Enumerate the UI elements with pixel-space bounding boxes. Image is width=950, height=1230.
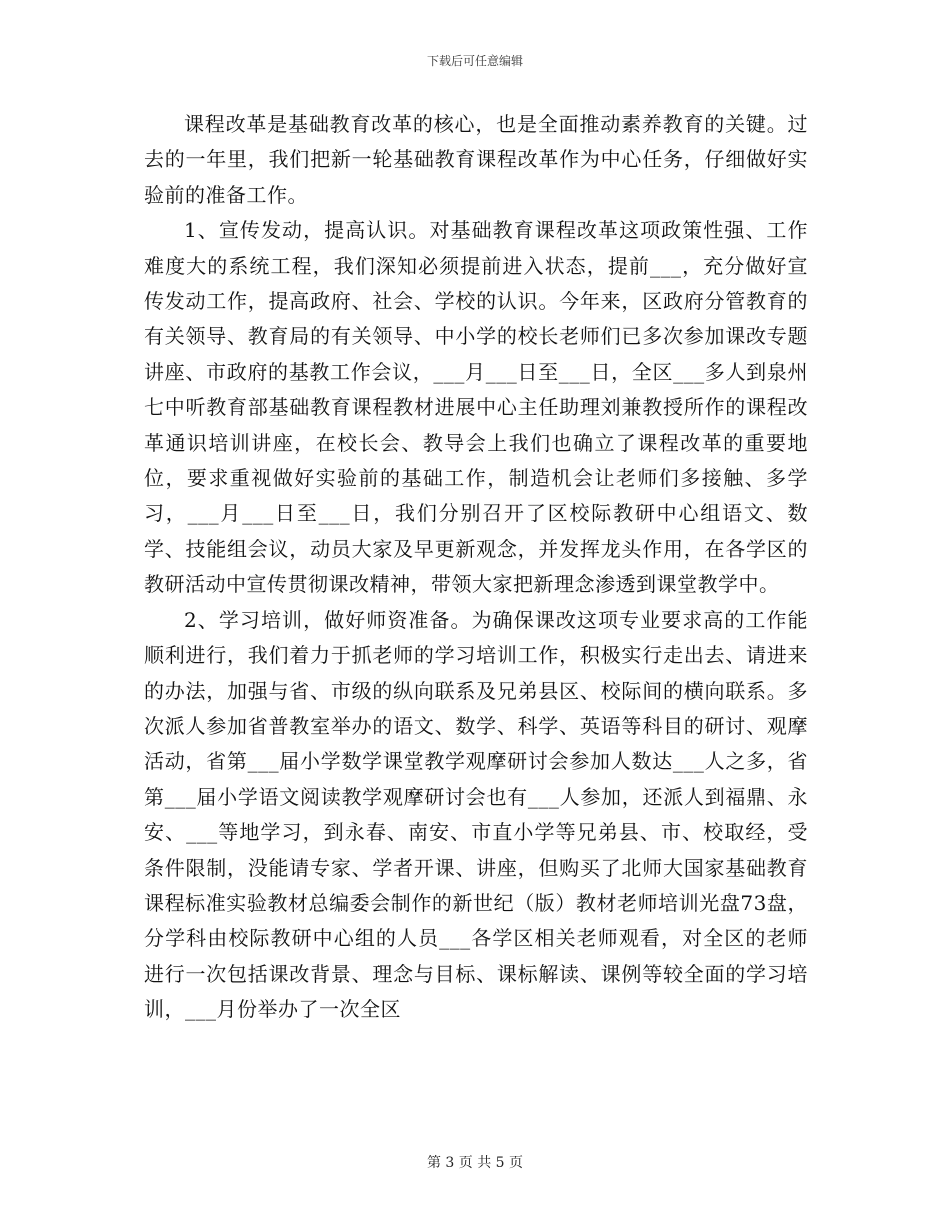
page-number: 第 3 页 共 5 页 xyxy=(426,1155,524,1171)
paragraph-training: 2、学习培训，做好师资准备。为确保课改这项专业要求高的工作能顺利进行，我们着力于抓老师的学习培训工作，积极实行走出去、请进来的办法，加强与省、市级的纵向联系及兄弟县区、校际间的横向联系。多次派人参加省普教室举办的语文、数学、科学、英语等科目的研讨、观摩活动，省第___届小学数学课堂教学观摩研讨会参加人数达___人之多，省第___届小学语文阅读教学观摩研讨会也有___人参加，还派人到福鼎、永安、___等地学习，到永春、南安、市直小学等兄弟县、市、校取经，受条件限制，没能请专家、学者开课、讲座，但购买了北师大国家基础教育课程标准实验教材总编委会制作的新世纪（版）教材老师培训光盘73盘，分学科由校际教研中心组的人员___各学区相关老师观看，对全区的老师进行一次包括课改背景、理念与目标、课标解读、课例等较全面的学习培训，___月份举办了一次全区 xyxy=(144,607,808,1022)
page-header: 下载后可任意编辑 xyxy=(426,54,523,68)
document-body xyxy=(144,107,808,1028)
paragraph-publicity: 1、宣传发动，提高认识。对基础教育课程改革这项政策性强、工作难度大的系统工程，我们深知必须提前进入状态，提前___，充分做好宣传发动工作，提高政府、社会、学校的认识。今年来，区政府分管教育的有关领导、教育局的有关领导、中小学的校长老师们已多次参加课改专题讲座、市政府的基教工作会议，___月___日至___日，全区___多人到泉州七中听教育部基础教育课程教材进展中心主任助理刘兼教授所作的课程改革通识培训讲座，在校长会、教导会上我们也确立了课程改革的重要地位，要求重视做好实验前的基础工作，制造机会让老师们多接触、多学习，___月___日至___日，我们分别召开了区校际教研中心组语文、数学、技能组会议，动员大家及早更新观念，并发挥龙头作用，在各学区的教研活动中宣传贯彻课改精神，带领大家把新理念渗透到课堂教学中。 xyxy=(144,218,808,597)
paragraph-intro: 课程改革是基础教育改革的核心，也是全面推动素养教育的关键。过去的一年里，我们把新一轮基础教育课程改革作为中心任务，仔细做好实验前的准备工作。 xyxy=(144,112,808,207)
